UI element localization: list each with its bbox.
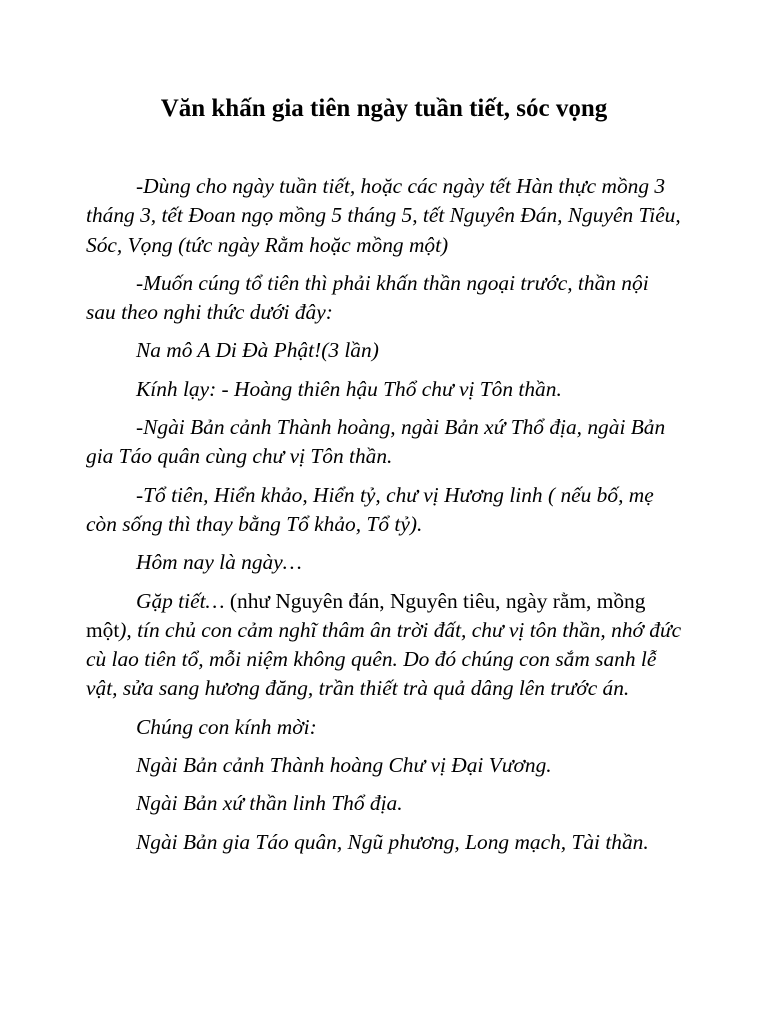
paragraph-occasion xyxy=(86,587,682,704)
occasion-label: Gặp tiết… xyxy=(136,588,225,613)
paragraph-ancestors: -Tổ tiên, Hiển khảo, Hiển tỷ, chư vị Hương linh ( nếu bố, mẹ còn sống thì thay bằng Tổ khảo, Tổ tỷ). xyxy=(86,482,654,536)
paragraph-usage: -Dùng cho ngày tuần tiết, hoặc các ngày tết Hàn thực mồng 3 tháng 3, tết Đoan ngọ mồng 5 tháng 5, tết Nguyên Đán, Nguyên Tiêu, Sóc, Vọng (tức ngày Rằm hoặc mồng một) xyxy=(86,174,681,257)
document-title: Văn khấn gia tiên ngày tuần tiết, sóc vọng xyxy=(160,95,608,122)
document-body xyxy=(86,172,682,866)
paragraph-invite: Chúng con kính mời: xyxy=(136,714,317,739)
paragraph-invocation: Na mô A Di Đà Phật!(3 lần) xyxy=(136,338,379,363)
paragraph-tho-dia: Ngài Bản xứ thần linh Thổ địa. xyxy=(136,791,403,816)
paragraph-tao-quan: Ngài Bản gia Táo quân, Ngũ phương, Long mạch, Tài thần. xyxy=(136,829,649,854)
paragraph-kinh-lay: Kính lạy: - Hoàng thiên hậu Thổ chư vị Tôn thần. xyxy=(136,376,562,401)
paragraph-deities: -Ngài Bản cảnh Thành hoàng, ngài Bản xứ Thổ địa, ngài Bản gia Táo quân cùng chư vị Tôn thần. xyxy=(86,415,666,469)
occasion-examples: (như Nguyên đán, Nguyên tiêu, ngày rằm, mồng một xyxy=(86,588,646,642)
occasion-prayer: ), tín chủ con cảm nghĩ thâm ân trời đất, chư vị tôn thần, nhớ đức cù lao tiên tổ, mỗi niệm không quên. Do đó chúng con sắm sanh lễ vật, sửa sang hương đăng, trần thiết trà quả dâng lên trước án. xyxy=(86,617,682,701)
paragraph-date: Hôm nay là ngày… xyxy=(136,550,302,575)
paragraph-thanh-hoang: Ngài Bản cảnh Thành hoàng Chư vị Đại Vương. xyxy=(136,753,552,778)
paragraph-order: -Muốn cúng tổ tiên thì phải khấn thần ngoại trước, thần nội sau theo nghi thức dưới đây: xyxy=(86,270,649,325)
